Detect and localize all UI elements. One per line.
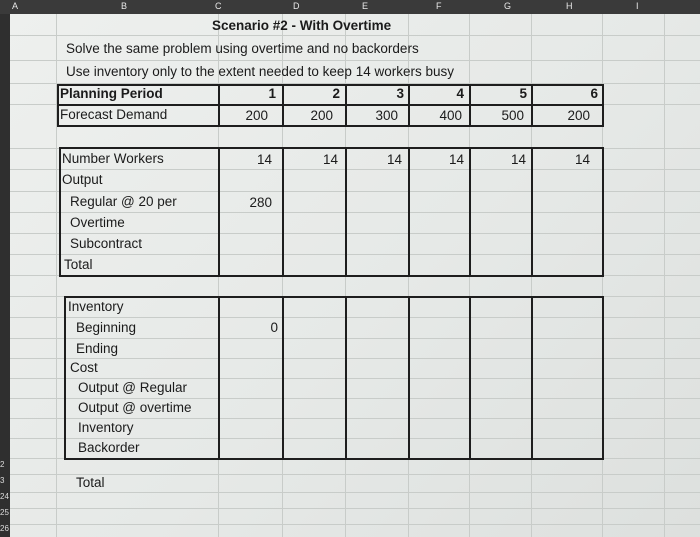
- column-header-d[interactable]: D: [293, 1, 300, 11]
- regular-output-label[interactable]: Regular @ 20 per: [70, 194, 177, 209]
- regular-output-cell[interactable]: 280: [249, 195, 272, 210]
- row-header-bar: [0, 14, 10, 537]
- overtime-label[interactable]: Overtime: [70, 215, 125, 230]
- table-border: [64, 458, 602, 460]
- period-cell[interactable]: 6: [590, 86, 598, 101]
- instruction-line[interactable]: Use inventory only to the extent needed to keep 14 workers busy: [66, 64, 454, 79]
- grid-line: [10, 317, 700, 318]
- table-border: [602, 147, 604, 277]
- grid-line: [10, 492, 700, 493]
- row-header[interactable]: 24: [0, 492, 9, 501]
- table-border: [218, 147, 220, 277]
- table-border: [469, 296, 471, 460]
- number-workers-label[interactable]: Number Workers: [62, 151, 164, 166]
- table-border: [469, 84, 471, 127]
- workers-cell[interactable]: 14: [322, 152, 338, 167]
- row-header[interactable]: 2: [0, 460, 5, 469]
- forecast-demand-label[interactable]: Forecast Demand: [60, 107, 168, 122]
- table-border: [345, 84, 347, 127]
- grid-line: [10, 338, 700, 339]
- column-header-a[interactable]: A: [12, 1, 19, 11]
- workers-cell[interactable]: 14: [256, 152, 272, 167]
- table-border: [59, 147, 61, 277]
- table-border: [282, 296, 284, 460]
- beginning-inventory-cell[interactable]: 0: [270, 320, 278, 335]
- grid-line: [10, 35, 700, 36]
- table-border: [57, 125, 603, 127]
- period-cell[interactable]: 4: [456, 86, 464, 101]
- planning-period-label[interactable]: Planning Period: [60, 86, 163, 101]
- table-border: [218, 296, 220, 460]
- row-header[interactable]: 26: [0, 524, 9, 533]
- grid-line: [10, 524, 700, 525]
- table-border: [531, 147, 533, 277]
- beginning-inventory-label[interactable]: Beginning: [76, 320, 137, 335]
- table-border: [408, 296, 410, 460]
- row-header[interactable]: 3: [0, 476, 5, 485]
- grid-line: [10, 508, 700, 509]
- table-border: [57, 104, 603, 106]
- table-border: [469, 147, 471, 277]
- table-border: [64, 296, 66, 460]
- cost-label[interactable]: Cost: [70, 360, 98, 375]
- column-header-h[interactable]: H: [566, 1, 573, 11]
- table-border: [408, 84, 410, 127]
- table-border: [531, 296, 533, 460]
- grand-total-label[interactable]: Total: [76, 475, 105, 490]
- period-cell[interactable]: 5: [519, 86, 527, 101]
- workers-cell[interactable]: 14: [510, 152, 526, 167]
- grid-line: [10, 398, 700, 399]
- column-header-c[interactable]: C: [215, 1, 222, 11]
- table-border: [345, 147, 347, 277]
- table-border: [59, 275, 602, 277]
- grid-line: [10, 358, 700, 359]
- column-header-g[interactable]: G: [504, 1, 512, 11]
- cost-regular-label[interactable]: Output @ Regular: [78, 380, 188, 395]
- grid-line: [10, 474, 700, 475]
- table-border: [602, 84, 604, 127]
- grid-line: [10, 60, 700, 61]
- demand-cell[interactable]: 200: [310, 108, 333, 123]
- row-header[interactable]: 25: [0, 508, 9, 517]
- instruction-line[interactable]: Solve the same problem using overtime and no backorders: [66, 41, 419, 56]
- output-label[interactable]: Output: [62, 172, 103, 187]
- column-header-bar: [0, 0, 700, 14]
- cost-inventory-label[interactable]: Inventory: [78, 420, 134, 435]
- workers-cell[interactable]: 14: [574, 152, 590, 167]
- demand-cell[interactable]: 200: [245, 108, 268, 123]
- demand-cell[interactable]: 500: [501, 108, 524, 123]
- column-header-e[interactable]: E: [362, 1, 369, 11]
- table-border: [345, 296, 347, 460]
- grid-line: [10, 169, 700, 170]
- period-cell[interactable]: 1: [268, 86, 276, 101]
- column-header-i[interactable]: I: [636, 1, 639, 11]
- grid-line: [10, 212, 700, 213]
- demand-cell[interactable]: 200: [567, 108, 590, 123]
- table-border: [408, 147, 410, 277]
- table-border: [59, 147, 602, 149]
- table-border: [531, 84, 533, 127]
- grid-line: [10, 438, 700, 439]
- output-total-label[interactable]: Total: [64, 257, 93, 272]
- cost-backorder-label[interactable]: Backorder: [78, 440, 140, 455]
- column-header-f[interactable]: F: [436, 1, 442, 11]
- table-border: [57, 84, 59, 127]
- workers-cell[interactable]: 14: [448, 152, 464, 167]
- grid-line: [10, 191, 700, 192]
- grid-line: [10, 418, 700, 419]
- demand-cell[interactable]: 300: [375, 108, 398, 123]
- grid-line: [10, 233, 700, 234]
- inventory-label[interactable]: Inventory: [68, 299, 124, 314]
- cost-overtime-label[interactable]: Output @ overtime: [78, 400, 192, 415]
- table-border: [602, 296, 604, 460]
- workers-cell[interactable]: 14: [386, 152, 402, 167]
- table-border: [282, 147, 284, 277]
- grid-line: [10, 254, 700, 255]
- scenario-title[interactable]: Scenario #2 - With Overtime: [212, 18, 392, 33]
- period-cell[interactable]: 3: [396, 86, 404, 101]
- period-cell[interactable]: 2: [332, 86, 340, 101]
- table-border: [64, 296, 602, 298]
- column-header-b[interactable]: B: [121, 1, 128, 11]
- demand-cell[interactable]: 400: [439, 108, 462, 123]
- ending-inventory-label[interactable]: Ending: [76, 341, 119, 356]
- grid-line: [10, 378, 700, 379]
- subcontract-label[interactable]: Subcontract: [70, 236, 143, 251]
